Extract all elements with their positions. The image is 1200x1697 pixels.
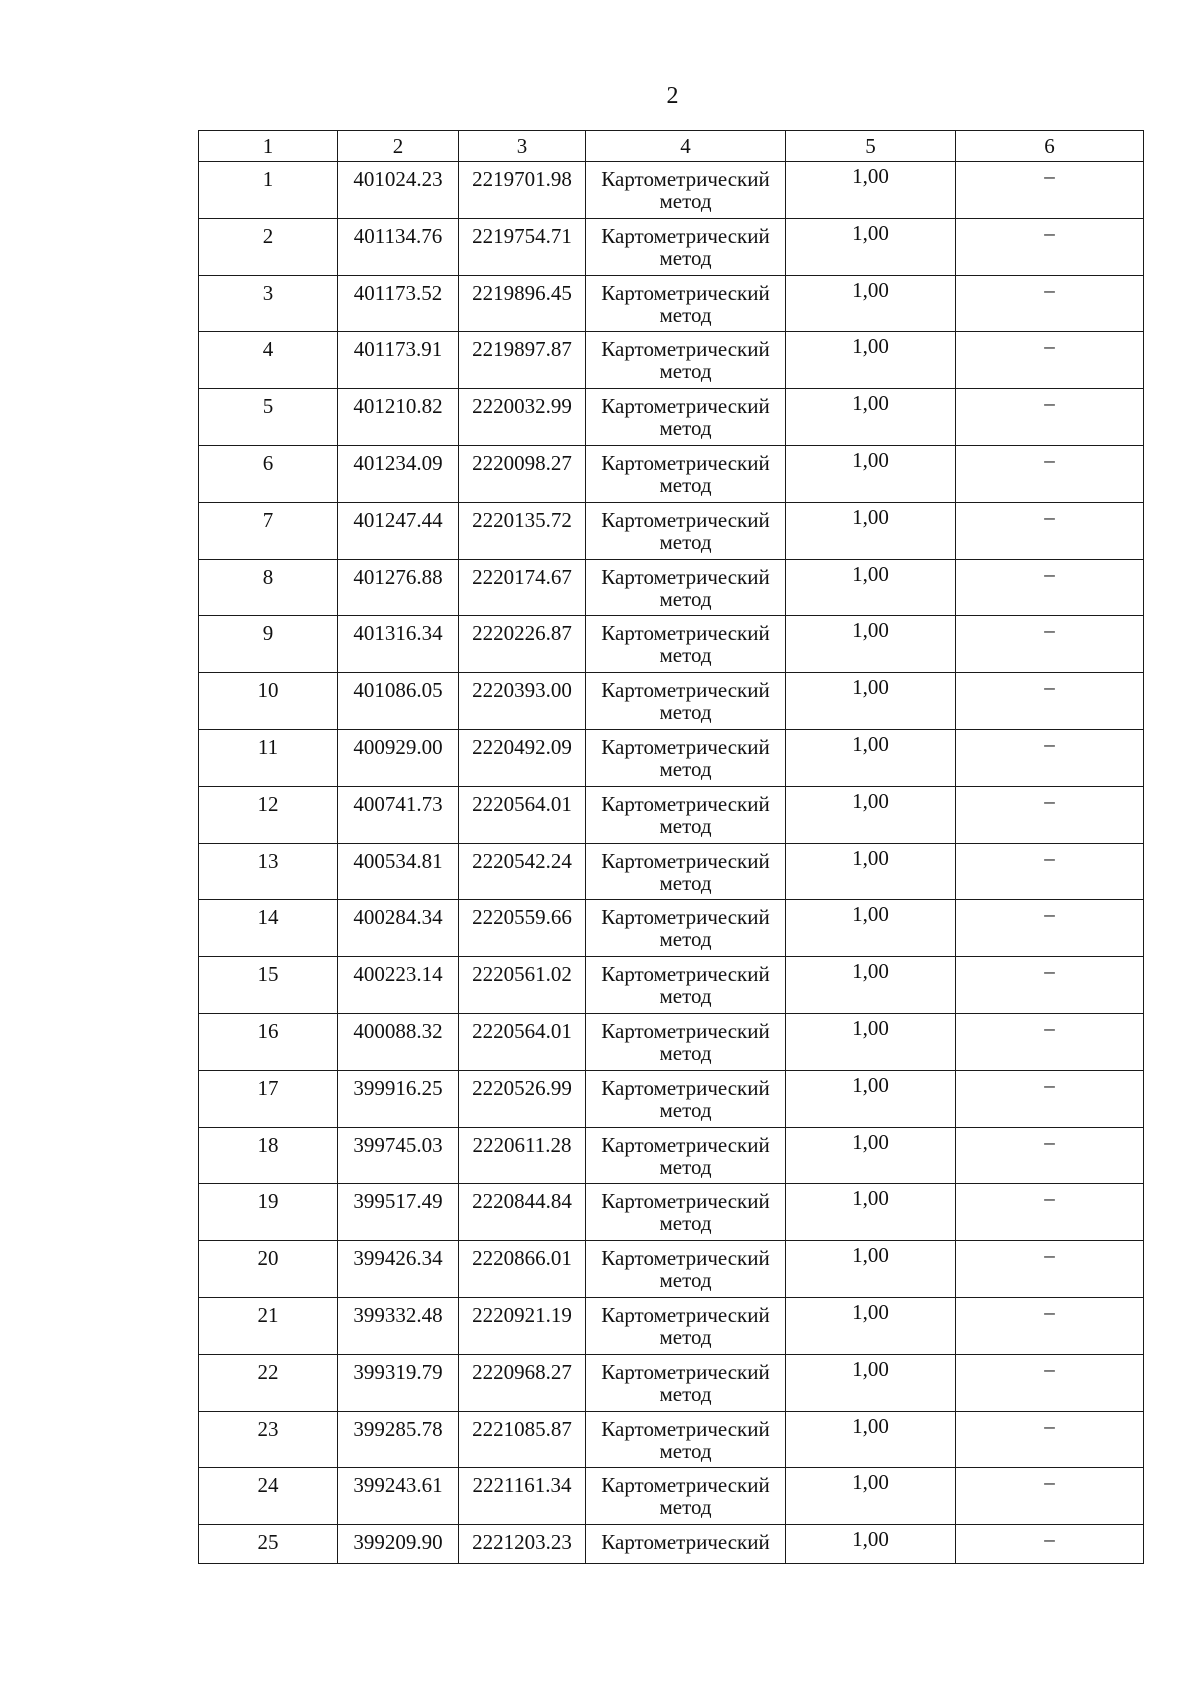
accuracy-cell: 1,00 — [786, 1411, 956, 1468]
y-coordinate-cell: 2220098.27 — [459, 445, 586, 502]
method-line-1: Картометрический — [601, 450, 770, 475]
note-cell: – — [956, 218, 1144, 275]
method-cell — [586, 957, 786, 1014]
x-coordinate-cell: 401247.44 — [338, 502, 459, 559]
point-number-cell: 20 — [199, 1241, 338, 1298]
method-cell — [586, 843, 786, 900]
point-number-cell: 19 — [199, 1184, 338, 1241]
table-row — [199, 162, 1144, 219]
method-line-2: метод — [659, 245, 712, 270]
method-cell — [586, 389, 786, 446]
table-row — [199, 275, 1144, 332]
x-coordinate-cell: 401134.76 — [338, 218, 459, 275]
header-col-5: 5 — [786, 131, 956, 162]
method-cell — [586, 1297, 786, 1354]
accuracy-cell: 1,00 — [786, 502, 956, 559]
method-line-2: метод — [659, 586, 712, 611]
method-cell — [586, 502, 786, 559]
method-line-2: метод — [659, 927, 712, 952]
header-row — [199, 131, 1144, 162]
y-coordinate-cell: 2221085.87 — [459, 1411, 586, 1468]
table-row — [199, 502, 1144, 559]
x-coordinate-cell: 399243.61 — [338, 1468, 459, 1525]
table-header — [199, 131, 1144, 162]
method-line-1: Картометрический — [601, 734, 770, 759]
point-number-cell: 1 — [199, 162, 338, 219]
method-line-1: Картометрический — [601, 223, 770, 248]
header-col-4: 4 — [586, 131, 786, 162]
table-row — [199, 786, 1144, 843]
note-cell: – — [956, 729, 1144, 786]
y-coordinate-cell: 2220032.99 — [459, 389, 586, 446]
point-number-cell: 23 — [199, 1411, 338, 1468]
method-cell — [586, 218, 786, 275]
method-line-2: метод — [659, 1324, 712, 1349]
note-cell: – — [956, 957, 1144, 1014]
method-line-1: Картометрический — [601, 280, 770, 305]
table-row — [199, 1411, 1144, 1468]
y-coordinate-cell: 2220561.02 — [459, 957, 586, 1014]
accuracy-cell: 1,00 — [786, 1184, 956, 1241]
x-coordinate-cell: 399332.48 — [338, 1297, 459, 1354]
method-cell — [586, 1525, 786, 1564]
x-coordinate-cell: 399209.90 — [338, 1525, 459, 1564]
note-cell: – — [956, 445, 1144, 502]
table-row — [199, 1354, 1144, 1411]
table-row — [199, 673, 1144, 730]
y-coordinate-cell: 2220174.67 — [459, 559, 586, 616]
y-coordinate-cell: 2220526.99 — [459, 1070, 586, 1127]
method-cell — [586, 1184, 786, 1241]
method-line-1: Картометрический — [601, 1359, 770, 1384]
y-coordinate-cell: 2219754.71 — [459, 218, 586, 275]
method-line-1: Картометрический — [601, 337, 770, 362]
note-cell: – — [956, 1354, 1144, 1411]
accuracy-cell: 1,00 — [786, 786, 956, 843]
table-row — [199, 1241, 1144, 1298]
note-cell: – — [956, 786, 1144, 843]
note-cell: – — [956, 673, 1144, 730]
note-cell: – — [956, 1468, 1144, 1525]
method-cell — [586, 1013, 786, 1070]
header-col-6: 6 — [956, 131, 1144, 162]
table-row — [199, 1184, 1144, 1241]
method-cell — [586, 729, 786, 786]
point-number-cell: 18 — [199, 1127, 338, 1184]
table-row — [199, 957, 1144, 1014]
x-coordinate-cell: 401173.52 — [338, 275, 459, 332]
point-number-cell: 2 — [199, 218, 338, 275]
point-number-cell: 4 — [199, 332, 338, 389]
point-number-cell: 16 — [199, 1013, 338, 1070]
point-number-cell: 11 — [199, 729, 338, 786]
accuracy-cell: 1,00 — [786, 218, 956, 275]
point-number-cell: 14 — [199, 900, 338, 957]
method-line-1: Картометрический — [601, 167, 770, 191]
y-coordinate-cell: 2221161.34 — [459, 1468, 586, 1525]
note-cell: – — [956, 1013, 1144, 1070]
method-cell — [586, 445, 786, 502]
method-cell — [586, 1070, 786, 1127]
note-cell: – — [956, 559, 1144, 616]
x-coordinate-cell: 401316.34 — [338, 616, 459, 673]
method-line-2: метод — [659, 700, 712, 725]
accuracy-cell: 1,00 — [786, 389, 956, 446]
x-coordinate-cell: 400741.73 — [338, 786, 459, 843]
accuracy-cell: 1,00 — [786, 673, 956, 730]
method-line-2: метод — [659, 302, 712, 327]
point-number-cell: 15 — [199, 957, 338, 1014]
note-cell: – — [956, 616, 1144, 673]
point-number-cell: 5 — [199, 389, 338, 446]
method-cell — [586, 900, 786, 957]
note-cell: – — [956, 1297, 1144, 1354]
point-number-cell: 10 — [199, 673, 338, 730]
x-coordinate-cell: 400929.00 — [338, 729, 459, 786]
method-line-2: метод — [659, 1268, 712, 1293]
method-cell — [586, 275, 786, 332]
method-cell — [586, 1127, 786, 1184]
point-number-cell: 17 — [199, 1070, 338, 1127]
x-coordinate-cell: 401086.05 — [338, 673, 459, 730]
note-cell: – — [956, 1184, 1144, 1241]
method-line-2: метод — [659, 472, 712, 497]
y-coordinate-cell: 2220564.01 — [459, 786, 586, 843]
method-line-2: метод — [659, 870, 712, 895]
method-cell — [586, 1411, 786, 1468]
accuracy-cell: 1,00 — [786, 900, 956, 957]
method-line-2: метод — [659, 359, 712, 384]
method-cell — [586, 559, 786, 616]
table-row — [199, 559, 1144, 616]
method-line-2: метод — [659, 1211, 712, 1236]
y-coordinate-cell: 2220542.24 — [459, 843, 586, 900]
x-coordinate-cell: 400223.14 — [338, 957, 459, 1014]
method-line-1: Картометрический — [601, 621, 770, 646]
x-coordinate-cell: 400284.34 — [338, 900, 459, 957]
table-row — [199, 218, 1144, 275]
method-line-1: Картометрический — [601, 1132, 770, 1157]
table-row — [199, 1525, 1144, 1564]
accuracy-cell: 1,00 — [786, 616, 956, 673]
y-coordinate-cell: 2220226.87 — [459, 616, 586, 673]
method-line-1: Картометрический — [601, 507, 770, 532]
note-cell: – — [956, 389, 1144, 446]
accuracy-cell: 1,00 — [786, 1525, 956, 1564]
method-line-2: метод — [659, 1154, 712, 1179]
accuracy-cell: 1,00 — [786, 559, 956, 616]
y-coordinate-cell: 2219897.87 — [459, 332, 586, 389]
method-line-1: Картометрический — [601, 564, 770, 589]
method-line-1: Картометрический — [601, 394, 770, 419]
note-cell: – — [956, 1241, 1144, 1298]
accuracy-cell: 1,00 — [786, 1241, 956, 1298]
method-line-2: метод — [659, 643, 712, 668]
point-number-cell: 3 — [199, 275, 338, 332]
table-row — [199, 616, 1144, 673]
method-line-2: метод — [659, 529, 712, 554]
y-coordinate-cell: 2220968.27 — [459, 1354, 586, 1411]
method-line-1: Картометрический — [601, 1018, 770, 1043]
method-line-1: Картометрический — [601, 791, 770, 816]
point-number-cell: 25 — [199, 1525, 338, 1564]
x-coordinate-cell: 401024.23 — [338, 162, 459, 219]
accuracy-cell: 1,00 — [786, 1297, 956, 1354]
method-line-2: метод — [659, 1381, 712, 1406]
accuracy-cell: 1,00 — [786, 1013, 956, 1070]
method-line-2: метод — [659, 189, 712, 213]
x-coordinate-cell: 400088.32 — [338, 1013, 459, 1070]
accuracy-cell: 1,00 — [786, 729, 956, 786]
table-row — [199, 389, 1144, 446]
point-number-cell: 8 — [199, 559, 338, 616]
note-cell: – — [956, 900, 1144, 957]
point-number-cell: 21 — [199, 1297, 338, 1354]
x-coordinate-cell: 400534.81 — [338, 843, 459, 900]
method-line-1: Картометрический — [601, 962, 770, 987]
note-cell: – — [956, 275, 1144, 332]
accuracy-cell: 1,00 — [786, 1070, 956, 1127]
method-line-1: Картометрический — [601, 1473, 770, 1498]
accuracy-cell: 1,00 — [786, 1127, 956, 1184]
table-row — [199, 1468, 1144, 1525]
x-coordinate-cell: 401234.09 — [338, 445, 459, 502]
y-coordinate-cell: 2220559.66 — [459, 900, 586, 957]
note-cell: – — [956, 162, 1144, 219]
y-coordinate-cell: 2220921.19 — [459, 1297, 586, 1354]
x-coordinate-cell: 399916.25 — [338, 1070, 459, 1127]
method-cell — [586, 616, 786, 673]
header-col-3: 3 — [459, 131, 586, 162]
table-row — [199, 843, 1144, 900]
method-line-1: Картометрический — [601, 1246, 770, 1271]
header-col-1: 1 — [199, 131, 338, 162]
x-coordinate-cell: 399745.03 — [338, 1127, 459, 1184]
accuracy-cell: 1,00 — [786, 275, 956, 332]
x-coordinate-cell: 401276.88 — [338, 559, 459, 616]
accuracy-cell: 1,00 — [786, 957, 956, 1014]
method-cell — [586, 673, 786, 730]
y-coordinate-cell: 2221203.23 — [459, 1525, 586, 1564]
note-cell: – — [956, 1127, 1144, 1184]
x-coordinate-cell: 399319.79 — [338, 1354, 459, 1411]
method-line-1: Картометрический — [601, 848, 770, 873]
method-line-1: Картометрический — [601, 1075, 770, 1100]
note-cell: – — [956, 1411, 1144, 1468]
point-number-cell: 13 — [199, 843, 338, 900]
method-cell — [586, 332, 786, 389]
y-coordinate-cell: 2220564.01 — [459, 1013, 586, 1070]
note-cell: – — [956, 1070, 1144, 1127]
accuracy-cell: 1,00 — [786, 1468, 956, 1525]
method-line-1: Картометрический — [601, 1530, 770, 1555]
page-number: 2 — [666, 83, 679, 109]
note-cell: – — [956, 332, 1144, 389]
y-coordinate-cell: 2219701.98 — [459, 162, 586, 219]
table-body — [199, 162, 1144, 1564]
x-coordinate-cell: 401210.82 — [338, 389, 459, 446]
method-line-2: метод — [659, 416, 712, 441]
x-coordinate-cell: 399285.78 — [338, 1411, 459, 1468]
table-row — [199, 1297, 1144, 1354]
method-line-2: метод — [659, 1495, 712, 1520]
method-cell — [586, 162, 786, 219]
y-coordinate-cell: 2220611.28 — [459, 1127, 586, 1184]
y-coordinate-cell: 2220844.84 — [459, 1184, 586, 1241]
method-line-2: метод — [659, 756, 712, 781]
table-row — [199, 445, 1144, 502]
y-coordinate-cell: 2220492.09 — [459, 729, 586, 786]
table-row — [199, 1013, 1144, 1070]
method-line-1: Картометрический — [601, 1416, 770, 1441]
y-coordinate-cell: 2220866.01 — [459, 1241, 586, 1298]
accuracy-cell: 1,00 — [786, 445, 956, 502]
accuracy-cell: 1,00 — [786, 332, 956, 389]
method-line-2: метод — [659, 984, 712, 1009]
table-row — [199, 1127, 1144, 1184]
y-coordinate-cell: 2219896.45 — [459, 275, 586, 332]
method-line-1: Картометрический — [601, 1302, 770, 1327]
note-cell: – — [956, 502, 1144, 559]
table-row — [199, 1070, 1144, 1127]
point-number-cell: 7 — [199, 502, 338, 559]
method-line-2: метод — [659, 1040, 712, 1065]
point-number-cell: 6 — [199, 445, 338, 502]
point-number-cell: 9 — [199, 616, 338, 673]
method-cell — [586, 1354, 786, 1411]
note-cell: – — [956, 843, 1144, 900]
method-line-1: Картометрический — [601, 1189, 770, 1214]
x-coordinate-cell: 401173.91 — [338, 332, 459, 389]
table-row — [199, 332, 1144, 389]
method-line-2: метод — [659, 1438, 712, 1463]
x-coordinate-cell: 399517.49 — [338, 1184, 459, 1241]
method-line-1: Картометрический — [601, 905, 770, 930]
method-cell — [586, 1468, 786, 1525]
y-coordinate-cell: 2220393.00 — [459, 673, 586, 730]
method-line-2: метод — [659, 1097, 712, 1122]
accuracy-cell: 1,00 — [786, 162, 956, 219]
accuracy-cell: 1,00 — [786, 843, 956, 900]
method-line-2: метод — [659, 813, 712, 838]
point-number-cell: 12 — [199, 786, 338, 843]
point-number-cell: 22 — [199, 1354, 338, 1411]
method-cell — [586, 1241, 786, 1298]
header-col-2: 2 — [338, 131, 459, 162]
table-row — [199, 900, 1144, 957]
method-cell — [586, 786, 786, 843]
point-number-cell: 24 — [199, 1468, 338, 1525]
accuracy-cell: 1,00 — [786, 1354, 956, 1411]
y-coordinate-cell: 2220135.72 — [459, 502, 586, 559]
table-row — [199, 729, 1144, 786]
x-coordinate-cell: 399426.34 — [338, 1241, 459, 1298]
coordinates-table — [198, 130, 1144, 1564]
method-line-1: Картометрический — [601, 678, 770, 703]
note-cell: – — [956, 1525, 1144, 1564]
